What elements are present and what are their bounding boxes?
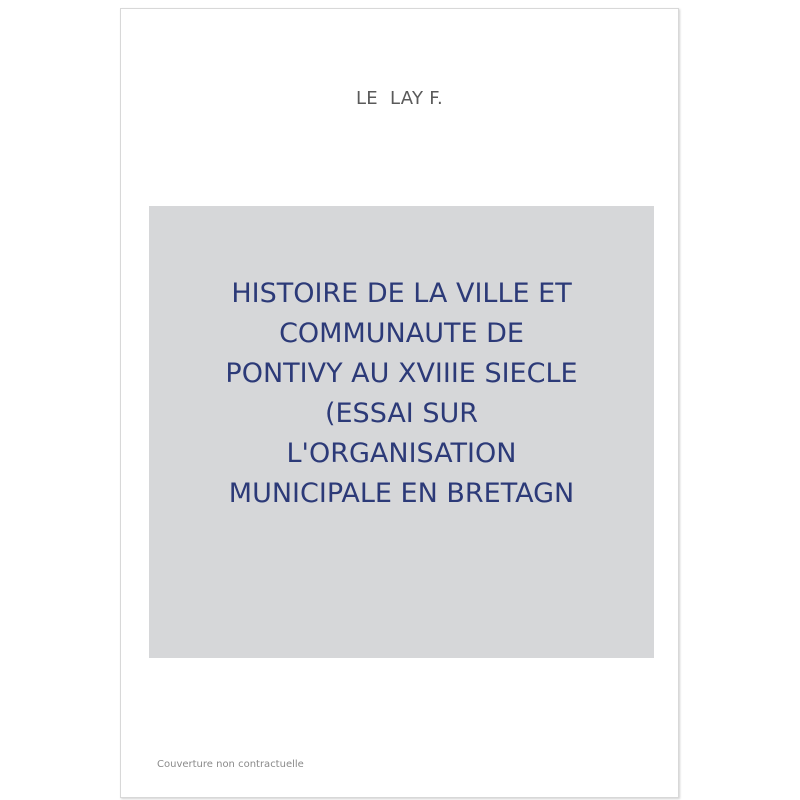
book-title: HISTOIRE DE LA VILLE ET COMMUNAUTE DE PONTIVY AU XVIIIE SIECLE (ESSAI SUR L'ORGANISATION MUNICIPALE EN BRETAGN <box>225 278 578 509</box>
title-panel <box>149 206 654 658</box>
author-name: LE LAY F. <box>355 88 444 109</box>
cover-disclaimer: Couverture non contractuelle <box>157 759 304 770</box>
book-cover <box>120 8 679 798</box>
